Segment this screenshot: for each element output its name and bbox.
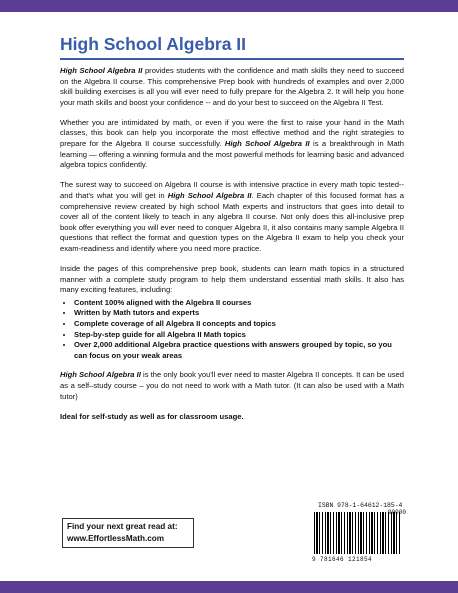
- price-code: 90000: [387, 509, 406, 516]
- paragraph-only-book: [60, 370, 404, 402]
- feature-item: • Over 2,000 additional Algebra practice questions with answers grouped by topic, so you can focus on your weak areas: [74, 340, 404, 361]
- feature-item: • Content 100% aligned with the Algebra II courses: [74, 298, 404, 309]
- paragraph-ideal: Ideal for self-study as well as for classroom usage.: [60, 411, 244, 421]
- paragraph-text: provides students with the confidence and math skills they need to succeed on the Algebra II course. This comprehensive Prep book with hundreds of examples and over 2,000 skill building exercises is all you will ever need to fully prepare for the Algebra 2. It will help you hone your math skills and boost your confidence -- and do your best to succeed on the Algebra II Test.: [60, 66, 404, 107]
- paragraph-features-intro: Inside the pages of this comprehensive prep book, students can learn math topics in a structured manner with a complete study program to help them understand essential math skills. It also has many exciting features, including:: [60, 264, 404, 295]
- website-promo-box: [62, 518, 194, 548]
- isbn-barcode: [310, 502, 406, 564]
- book-name-emphasis: High School Algebra II: [60, 370, 141, 380]
- bottom-purple-band: [0, 581, 458, 593]
- paragraph-text: The surest way to succeed on Algebra II course is with intensive practice in every math topic tested--and that's what you will get in: [60, 180, 404, 200]
- book-name-emphasis: High School Algebra II: [224, 139, 310, 149]
- feature-item: • Written by Math tutors and experts: [74, 308, 404, 319]
- barcode-bars: [314, 512, 402, 554]
- feature-item: • Complete coverage of all Algebra II concepts and topics: [74, 319, 404, 330]
- top-purple-band: [0, 0, 458, 12]
- isbn-text: ISBN 978-1-64612-185-4: [318, 502, 403, 509]
- paragraph-text: . Each chapter of this focused format has a comprehensive review created by high school Math experts and instructors that goes into detail to cover all of the content likely to teach in any algebra II course. Not only does this all-inclusive prep book offer everything you will ever need to conquer Algebra II, it also contains many sample Algebra II questions that reflect the format and question types on the Algebra II exam to help you check your exam-readiness and identify where you need more practice.: [60, 190, 405, 253]
- feature-list: [60, 298, 404, 362]
- paragraph-text: is a breakthrough in Math learning — offering a winning formula and the most powerful methods for learning basic and advanced algebra topics confidently.: [60, 139, 404, 170]
- back-cover-content: [60, 34, 404, 432]
- book-name-emphasis: High School Algebra II: [167, 190, 252, 200]
- website-url: www.EffortlessMath.com: [67, 534, 165, 543]
- barcode-number: 9 781646 121854: [312, 556, 373, 563]
- book-name-emphasis: High School Algebra II: [60, 66, 143, 75]
- paragraph-text: is the only book you'll ever need to master Algebra II concepts. It can be used as a self–study course – you do not need to work with a Math tutor. (It can also be used with a Math tutor): [60, 370, 404, 401]
- book-title: High School Algebra II: [60, 34, 247, 54]
- paragraph-intro: [60, 66, 404, 108]
- promo-line: Find your next great read at:: [67, 522, 178, 531]
- paragraph-practice: [60, 180, 404, 254]
- feature-item: • Step-by-step guide for all Algebra II Math topics: [74, 330, 404, 341]
- paragraph-text: Whether you are intimidated by math, or even if you were the first to raise your hand in the Math classes, this book can help you incorporate the most effective method and the right strategies to prepare for the Algebra II course successfully.: [60, 117, 404, 149]
- title-rule: [60, 58, 404, 60]
- paragraph-method: [60, 118, 404, 171]
